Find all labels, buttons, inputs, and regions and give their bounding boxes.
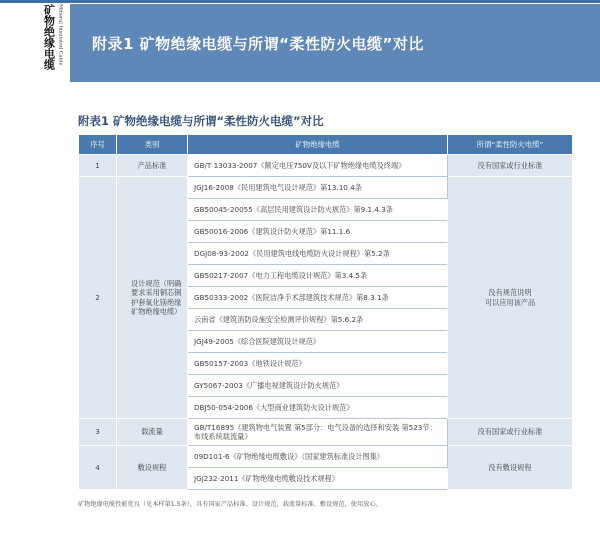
standard-cell: GB50157-2003《地铁设计规范》 (188, 353, 448, 375)
standard-cell: GB50016-2006《建筑设计防火规范》第11.1.6 (188, 221, 448, 243)
row-number: 2 (79, 177, 117, 419)
footnote: 矿物绝缘电缆性能优良（见本样第1.5条），具有国家产品标准、设计规范、载流量标准、敷设规范，使用放心。 (78, 501, 382, 508)
top-accent-line (0, 0, 600, 3)
row-number: 3 (79, 419, 117, 446)
standard-cell: GB50217-2007《电力工程电缆设计规范》第3.4.5条 (188, 265, 448, 287)
row-category: 产品标准 (117, 155, 188, 177)
table-row (79, 177, 573, 199)
standard-cell: 09D101-6《矿物绝缘电缆敷设》（国家建筑标准设计图集） (188, 446, 448, 468)
header-no: 序号 (79, 135, 117, 155)
comparison-table-wrapper (78, 134, 572, 490)
table-caption: 附表1 矿物绝缘电缆与所谓“柔性防火电缆”对比 (78, 114, 324, 128)
standard-cell: JGJ16-2008《民用建筑电气设计规范》第13.10.4条 (188, 177, 448, 199)
table-row (79, 419, 573, 446)
table-header-row (79, 135, 573, 155)
standard-cell: GY5067-2003《广播电视建筑设计防火规范》 (188, 375, 448, 397)
row-category: 设计规范（明确要求采用铜芯铜护套氧化镁绝缘矿物绝缘电缆） (117, 177, 188, 419)
appendix-banner (70, 4, 600, 82)
row-number: 1 (79, 155, 117, 177)
standard-cell: GB/T 13033-2007《额定电压750V及以下矿物绝缘电缆及终端》 (188, 155, 448, 177)
table-row (79, 155, 573, 177)
appendix-title: 附录1 矿物绝缘电缆与所谓“柔性防火电缆”对比 (92, 34, 424, 53)
brand-side-tab (39, 4, 67, 82)
standard-cell: JGJ49-2005《综合医院建筑设计规范》 (188, 331, 448, 353)
header-mineral-cable: 矿物绝缘电缆 (188, 135, 448, 155)
header-flexible-cable: 所谓“柔性防火电缆” (448, 135, 573, 155)
row-number: 4 (79, 446, 117, 490)
standard-cell: DBJ50-054-2006《大型商业建筑防火设计规范》 (188, 397, 448, 419)
standard-cell: JGJ232-2011《矿物绝缘电缆敷设技术规程》 (188, 468, 448, 490)
row-category: 载流量 (117, 419, 188, 446)
flexible-cable-cell: 没有国家或行业标准 (448, 419, 573, 446)
standard-cell: GB50333-2002《医院洁净手术部建筑技术规范》第8.3.1条 (188, 287, 448, 309)
row-category: 敷设规程 (117, 446, 188, 490)
brand-vertical-title: 矿物绝缘电缆 (42, 4, 56, 70)
standard-cell: GB/T16895《建筑物电气装置 第5部分：电气设备的选择和安装 第523节：布线系统载流量》 (188, 419, 448, 446)
brand-vertical-subtitle: Mineral Insulated Cable (57, 4, 64, 66)
standard-cell: DGJ08-93-2002《民用建筑电线电缆防火设计规程》第5.2条 (188, 243, 448, 265)
flexible-cable-cell: 没有敷设规程 (448, 446, 573, 490)
header-category: 类别 (117, 135, 188, 155)
comparison-table (78, 134, 573, 490)
flexible-cable-cell: 没有国家或行业标准 (448, 155, 573, 177)
standard-cell: 云南省《建筑消防设施安全检测评价规程》第5.6.2条 (188, 309, 448, 331)
standard-cell: GB50045-20055《高层民用建筑设计防火规范》第9.1.4.3条 (188, 199, 448, 221)
table-row (79, 446, 573, 468)
flexible-cable-cell: 没有规范说明 可以应用该产品 (448, 177, 573, 419)
